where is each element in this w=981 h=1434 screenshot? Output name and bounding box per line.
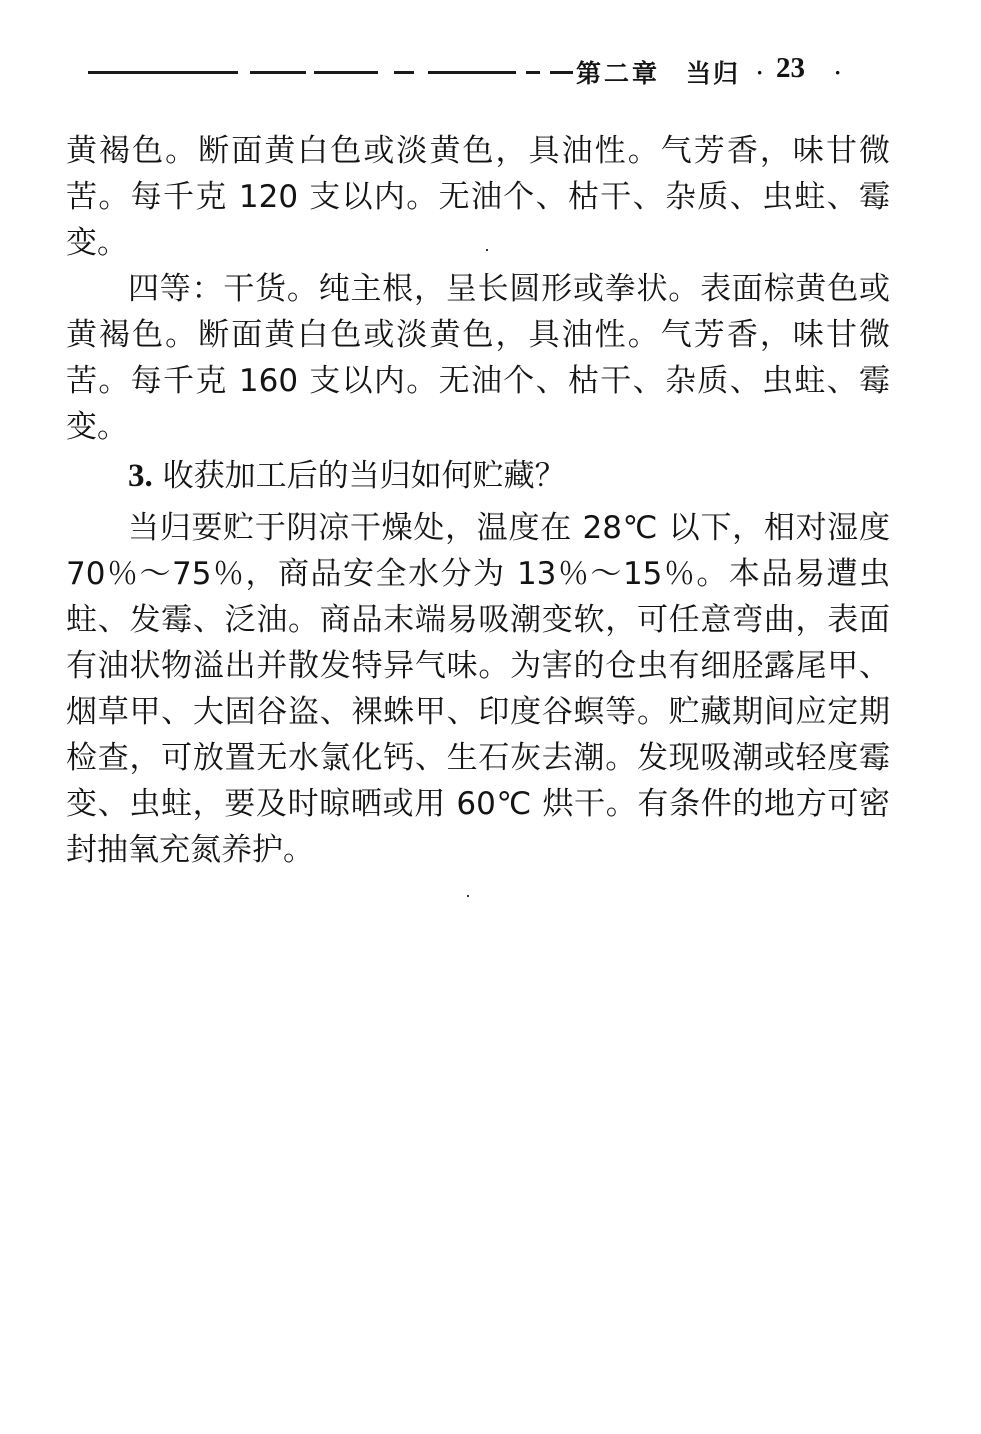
question-text: 收获加工后的当归如何贮藏？ (162, 458, 566, 494)
header-dot-left: · (756, 60, 764, 85)
chapter-title: 当归 (686, 59, 741, 88)
paragraph-storage-answer: 当归要贮于阴凉干燥处，温度在 28℃ 以下，相对湿度 70％～75％，商品安全水分为 13％～15％。本品易遭虫蛀、发霉、泛油。商品末端易吸潮变软，可任意弯曲，表面有油状物溢出并散发特异气味。为害的仓虫有细胫露尾甲、烟草甲、大固谷盗、裸蛛甲、印度谷螟等。贮藏期间应定期检查，可放置无水氯化钙、生石灰去潮。发现吸潮或轻度霉变、虫蛀，要及时晾晒或用 60℃ 烘干。有条件的地方可密封抽氧充氮养护。 (66, 510, 890, 868)
rule-gap (306, 70, 314, 76)
rule-gap (414, 70, 428, 76)
header-dot-right: · (834, 60, 842, 85)
chapter-label: 第二章 (576, 59, 661, 88)
rule-gap (238, 70, 250, 76)
paragraph-grade-four: 四等：干货。纯主根，呈长圆形或拳状。表面棕黄色或黄褐色。断面黄白色或淡黄色，具油性。气芳香，味甘微苦。每千克 160 支以内。无油个、枯干、杂质、虫蛀、霉变。 (66, 271, 890, 445)
question-number: 3. (128, 458, 153, 494)
body-text (66, 128, 890, 873)
rule-gap (540, 70, 550, 76)
running-header (88, 50, 858, 94)
paragraph-grade-three-continued: 黄褐色。断面黄白色或淡黄色，具油性。气芳香，味甘微苦。每千克 120 支以内。无油个、枯干、杂质、虫蛀、霉变。 (66, 133, 890, 261)
rule-gap (378, 70, 394, 76)
question-heading (66, 453, 890, 499)
rule-gap (516, 70, 526, 76)
scan-speck (467, 895, 469, 897)
header-rule (88, 71, 573, 74)
page-number: 23 (776, 52, 805, 84)
scan-speck (486, 249, 488, 251)
